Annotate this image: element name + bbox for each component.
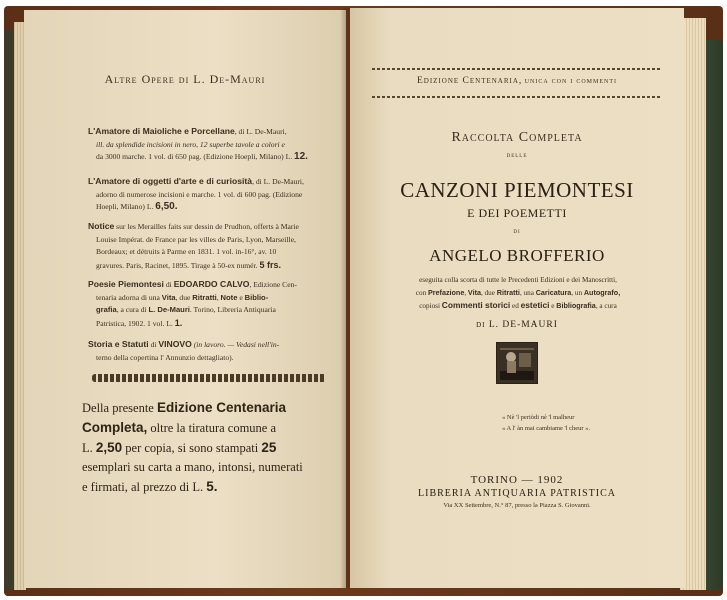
author-name: ANGELO BROFFERIO [429, 246, 605, 265]
work-entry-vinovo [88, 338, 340, 364]
bottom-rule [372, 96, 662, 98]
work-text: (in lavoro. — Vedasi nell'in- [193, 340, 280, 349]
desc-text: eseguita colla scorta di tutte le Precedenti Edizioni e dei Manoscritti, [419, 276, 617, 284]
desc-text: , una [519, 288, 534, 297]
desc-text: , due [480, 288, 495, 297]
desc-emphasis: Bibliografia [556, 301, 596, 310]
notice-text: L. [82, 441, 93, 455]
notice-text: per copia, si sono stampati [125, 441, 259, 455]
work-text: Biblio- [244, 292, 269, 302]
ornamental-divider [92, 374, 326, 382]
publisher: LIBRERIA ANTIQUARIA PATRISTICA [418, 488, 616, 499]
desc-text: , un [571, 288, 583, 297]
work-text: terno della copertina l' Annunzio dettagliato). [96, 352, 234, 362]
work-text: Patristica, 1902. 1 vol. L. [96, 318, 173, 328]
work-title: L'Amatore di Maioliche e Porcellane [88, 126, 235, 136]
motto-line: « Nè 'l periòdi nè 'l malheur [502, 414, 575, 421]
work-author: EDOARDO CALVO [173, 279, 250, 289]
desc-emphasis: Vita [467, 287, 481, 297]
desc-text: ed [512, 302, 519, 310]
desc-emphasis: Caricatura [535, 287, 572, 297]
work-text: , a cura di [116, 305, 147, 315]
notice-text: e firmati, al prezzo di L. [82, 480, 204, 494]
work-text: adorno di numerose incisioni e marche. 1 vol. di 600 pag. (Edizione [96, 189, 303, 199]
desc-text: copiosi [419, 302, 440, 310]
work-text: di [150, 340, 157, 349]
work-text: , di L. De-Mauri, [234, 127, 287, 136]
work-price: 5 frs. [259, 259, 281, 270]
work-entry-poesie [88, 278, 340, 330]
work-text: Note [220, 292, 238, 302]
edition-notice [82, 398, 342, 497]
desc-text: e [551, 302, 555, 310]
work-text: Bordeaux; et détruits à Parme en 1831. 1 vol. in-16°, av. 10 [96, 247, 277, 257]
top-rule [372, 68, 662, 70]
work-text: ill. da splendide incisioni in nero, 12 superbe tavole a colori e [96, 139, 285, 149]
vignette-illustration [497, 343, 537, 383]
notice-emphasis: Edizione Centenaria [156, 400, 286, 415]
di-label: di [513, 228, 521, 235]
desc-emphasis: Autografo, [583, 287, 621, 297]
work-entry-maioliche [88, 125, 338, 164]
work-text: e [239, 292, 243, 302]
work-text: L. De-Mauri [148, 305, 190, 315]
work-price: 12. [294, 151, 308, 163]
edition-line [362, 76, 672, 86]
work-text: di [165, 280, 172, 289]
desc-text: con [415, 288, 427, 297]
right-page [350, 8, 684, 588]
left-page-header: Altre Opere di L. De-Mauri [104, 72, 266, 86]
work-text: da 3000 marche. 1 vol. di 650 pag. (Edizione Hoepli, Milano) L. [96, 152, 293, 162]
work-text: gravures. Paris, Racinet, 1895. Tirage à 50-ex numér. [96, 260, 258, 270]
work-text: tenaria adorna di una [96, 292, 160, 302]
work-text: , due [175, 292, 191, 302]
work-text: grafia [96, 305, 117, 315]
notice-text: Della presente [82, 401, 154, 415]
desc-emphasis: Commenti storici [441, 300, 511, 310]
work-text: , di L. De-Mauri, [252, 177, 304, 186]
work-title: L'Amatore di oggetti d'arte e di curiosità [88, 176, 253, 186]
work-author: VINOVO [158, 339, 192, 349]
publisher-address: Via XX Settembre, N.° 87, presso la Piazza S. Giovanni. [443, 502, 591, 509]
desc-text: , a cura [595, 302, 617, 310]
collection-title: Raccolta Completa [451, 130, 583, 145]
notice-copies: 25 [261, 440, 277, 455]
motto-line: « A l' àn mai cambiame 'l cheur ». [502, 425, 591, 432]
work-text: , [216, 292, 219, 302]
motto [502, 412, 590, 434]
desc-text: , [464, 288, 467, 297]
notice-text: oltre la tiratura comune a [150, 421, 277, 435]
work-entry-notice [88, 220, 338, 272]
work-text: . Torino, Libreria Antiquaria [189, 305, 276, 315]
work-text: Vita [161, 292, 176, 302]
work-text: Louise Impérat. de France par les villes de Paris, Lyon, Marseille, [96, 234, 296, 244]
desc-emphasis: Prefazione [427, 287, 465, 297]
work-text: sur les Merailles faits sur dessin de Prudhon, offerts à Marie [116, 222, 299, 231]
edition-label: Edizione Centenaria, [416, 76, 523, 86]
work-price: 1. [174, 317, 183, 328]
left-page [24, 10, 346, 588]
engraved-vignette-image [496, 342, 538, 384]
work-text: Ritratti [192, 292, 217, 302]
delle-label: delle [506, 152, 528, 159]
notice-emphasis: Completa, [82, 420, 148, 435]
main-title: CANZONI PIEMONTESI [400, 178, 634, 202]
work-text: Hoepli, Milano) L. [96, 202, 154, 212]
notice-price: 5. [206, 479, 218, 494]
work-text: , Edizione Cen- [249, 280, 297, 289]
work-entry-curiosita [88, 175, 338, 214]
place-date: TORINO — 1902 [470, 474, 564, 486]
edition-description [356, 274, 680, 313]
editor-line: di L. DE-MAURI [476, 320, 558, 330]
work-title: Storia e Statuti [88, 339, 149, 349]
edition-note: unica con i commenti [524, 76, 618, 85]
desc-emphasis: estetici [520, 300, 550, 310]
notice-price: 2,50 [95, 440, 123, 455]
notice-text: esemplari su carta a mano, intonsi, numerati [82, 460, 303, 474]
work-title: Poesie Piemontesi [88, 279, 164, 289]
subtitle: E DEI POEMETTI [467, 206, 567, 220]
work-price: 6,50. [155, 201, 178, 213]
work-title: Notice [88, 221, 115, 231]
desc-emphasis: Ritratti [496, 287, 520, 297]
